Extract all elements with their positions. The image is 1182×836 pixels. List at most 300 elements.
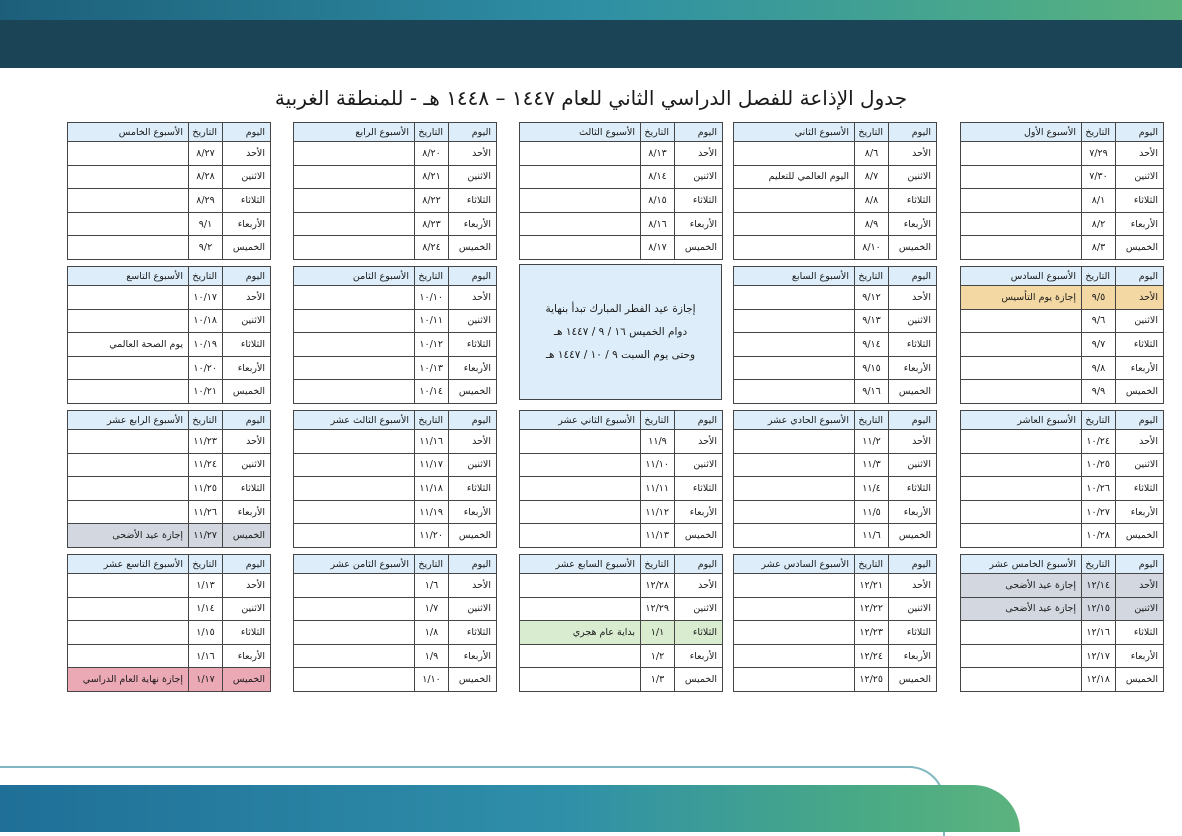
date-cell: ١٠/٢٤	[1082, 430, 1116, 454]
week-table-header	[961, 555, 1164, 574]
day-cell: الخميس	[889, 524, 937, 548]
table-row	[294, 668, 497, 692]
week-table-header	[68, 267, 271, 286]
note-cell	[734, 430, 855, 454]
note-cell	[294, 236, 415, 260]
table-row	[68, 309, 271, 333]
week-name: الأسبوع الرابع عشر	[68, 411, 189, 430]
week-table-header	[734, 267, 937, 286]
table-row	[520, 597, 723, 621]
week-name: الأسبوع الحادي عشر	[734, 411, 855, 430]
note-cell	[294, 309, 415, 333]
header-row	[294, 123, 497, 142]
note-cell	[961, 165, 1082, 189]
table-row	[294, 309, 497, 333]
date-cell: ١١/٦	[855, 524, 889, 548]
note-cell	[961, 668, 1082, 692]
week-name: الأسبوع السابع	[734, 267, 855, 286]
date-cell: ٩/٩	[1082, 380, 1116, 404]
day-cell: الأحد	[1116, 286, 1164, 310]
week-table-body	[294, 574, 497, 692]
day-cell: الخميس	[223, 668, 271, 692]
date-cell: ١٠/١٧	[189, 286, 223, 310]
note-cell	[961, 189, 1082, 213]
day-cell: الأربعاء	[1116, 500, 1164, 524]
day-cell: الأحد	[223, 574, 271, 598]
week-table-header	[68, 123, 271, 142]
week-table-body	[68, 142, 271, 260]
date-cell: ٨/١٣	[641, 142, 675, 166]
date-cell: ١/١	[641, 621, 675, 645]
table-row	[520, 430, 723, 454]
day-cell: الأحد	[1116, 142, 1164, 166]
day-cell: الاثنين	[223, 309, 271, 333]
date-column-header: التاريخ	[1082, 267, 1116, 286]
week-name: الأسبوع الثالث	[520, 123, 641, 142]
table-row	[294, 236, 497, 260]
note-cell	[68, 430, 189, 454]
note-cell	[68, 142, 189, 166]
notice-line-3: وحتى يوم السبت ٩ / ١٠ / ١٤٤٧ هـ	[545, 348, 696, 361]
note-cell	[68, 356, 189, 380]
week-table	[733, 554, 937, 692]
day-cell: الأحد	[449, 574, 497, 598]
day-column-header: اليوم	[889, 555, 937, 574]
date-cell: ٩/٧	[1082, 333, 1116, 357]
date-column-header: التاريخ	[641, 411, 675, 430]
header-row	[520, 123, 723, 142]
table-row	[68, 236, 271, 260]
date-cell: ١١/١٦	[415, 430, 449, 454]
note-cell	[961, 356, 1082, 380]
table-row	[734, 644, 937, 668]
table-row	[294, 286, 497, 310]
week-name: الأسبوع السادس عشر	[734, 555, 855, 574]
day-cell: الخميس	[449, 380, 497, 404]
note-cell	[520, 430, 641, 454]
day-cell: الثلاثاء	[675, 477, 723, 501]
date-cell: ١٢/٢٢	[855, 597, 889, 621]
note-cell	[961, 500, 1082, 524]
date-cell: ١٢/٢٣	[855, 621, 889, 645]
day-cell: الخميس	[1116, 668, 1164, 692]
week-name: الأسبوع العاشر	[961, 411, 1082, 430]
table-row	[961, 668, 1164, 692]
day-cell: الخميس	[675, 524, 723, 548]
note-cell	[294, 189, 415, 213]
week-table	[519, 122, 723, 260]
note-cell	[734, 236, 855, 260]
day-cell: الخميس	[889, 668, 937, 692]
header-row	[734, 555, 937, 574]
note-cell	[520, 668, 641, 692]
date-cell: ١١/١٧	[415, 453, 449, 477]
day-cell: الثلاثاء	[223, 333, 271, 357]
table-row	[734, 621, 937, 645]
table-row	[734, 236, 937, 260]
day-cell: الخميس	[449, 524, 497, 548]
day-cell: الأحد	[889, 286, 937, 310]
table-row	[68, 574, 271, 598]
note-cell	[961, 477, 1082, 501]
note-cell	[294, 212, 415, 236]
note-cell	[68, 453, 189, 477]
date-column-header: التاريخ	[1082, 555, 1116, 574]
header-band	[0, 20, 1182, 68]
date-column-header: التاريخ	[189, 411, 223, 430]
table-row	[734, 189, 937, 213]
day-cell: الخميس	[223, 380, 271, 404]
day-cell: الثلاثاء	[1116, 621, 1164, 645]
date-cell: ٨/٢	[1082, 212, 1116, 236]
date-cell: ١١/١٣	[641, 524, 675, 548]
header-row	[734, 411, 937, 430]
day-cell: الاثنين	[449, 309, 497, 333]
day-cell: الثلاثاء	[449, 333, 497, 357]
day-cell: الأحد	[675, 574, 723, 598]
note-cell	[734, 453, 855, 477]
date-cell: ٨/١٥	[641, 189, 675, 213]
table-row	[961, 165, 1164, 189]
day-cell: الثلاثاء	[1116, 477, 1164, 501]
note-cell	[68, 236, 189, 260]
date-cell: ١١/٥	[855, 500, 889, 524]
note-cell	[294, 597, 415, 621]
day-cell: الأربعاء	[1116, 212, 1164, 236]
week-table-header	[294, 123, 497, 142]
day-cell: الأربعاء	[223, 212, 271, 236]
day-cell: الأربعاء	[223, 644, 271, 668]
date-cell: ١٠/١٨	[189, 309, 223, 333]
day-cell: الأربعاء	[889, 500, 937, 524]
day-cell: الخميس	[449, 668, 497, 692]
table-row	[734, 668, 937, 692]
week-name: الأسبوع التاسع	[68, 267, 189, 286]
day-cell: الثلاثاء	[449, 621, 497, 645]
date-cell: ٩/٨	[1082, 356, 1116, 380]
date-cell: ٨/١٠	[855, 236, 889, 260]
date-cell: ١٠/١٢	[415, 333, 449, 357]
footer-band	[0, 785, 1020, 832]
note-cell	[734, 356, 855, 380]
note-cell	[734, 500, 855, 524]
note-cell	[734, 212, 855, 236]
table-row	[294, 356, 497, 380]
date-cell: ٨/٢٩	[189, 189, 223, 213]
header-row	[961, 411, 1164, 430]
date-cell: ٨/١٤	[641, 165, 675, 189]
note-cell	[734, 333, 855, 357]
day-cell: الاثنين	[1116, 597, 1164, 621]
day-cell: الخميس	[675, 668, 723, 692]
day-column-header: اليوم	[223, 555, 271, 574]
note-cell	[294, 477, 415, 501]
date-cell: ١٠/١٠	[415, 286, 449, 310]
table-row	[961, 597, 1164, 621]
note-cell	[734, 142, 855, 166]
day-cell: الاثنين	[449, 165, 497, 189]
date-cell: ١/٦	[415, 574, 449, 598]
day-cell: الاثنين	[675, 597, 723, 621]
week-table	[960, 266, 1164, 404]
table-row	[520, 621, 723, 645]
table-row	[734, 453, 937, 477]
day-column-header: اليوم	[675, 123, 723, 142]
date-cell: ٨/١٦	[641, 212, 675, 236]
day-cell: الثلاثاء	[889, 333, 937, 357]
note-cell	[520, 142, 641, 166]
day-column-header: اليوم	[1116, 267, 1164, 286]
date-cell: ١٠/٢٦	[1082, 477, 1116, 501]
week-table	[293, 266, 497, 404]
table-row	[520, 212, 723, 236]
day-cell: الاثنين	[1116, 165, 1164, 189]
note-cell	[68, 286, 189, 310]
table-row	[294, 597, 497, 621]
date-cell: ١٠/٢٠	[189, 356, 223, 380]
date-cell: ١/٣	[641, 668, 675, 692]
week-table	[960, 410, 1164, 548]
date-cell: ٩/٥	[1082, 286, 1116, 310]
table-row	[961, 574, 1164, 598]
date-column-header: التاريخ	[189, 555, 223, 574]
week-table-header	[294, 555, 497, 574]
date-cell: ١١/٢٤	[189, 453, 223, 477]
day-cell: الاثنين	[889, 309, 937, 333]
note-cell	[734, 574, 855, 598]
week-table	[67, 554, 271, 692]
table-row	[961, 380, 1164, 404]
note-cell: بداية عام هجري	[520, 621, 641, 645]
date-cell: ٨/٢٣	[415, 212, 449, 236]
day-cell: الأحد	[223, 430, 271, 454]
date-cell: ١١/١٢	[641, 500, 675, 524]
date-column-header: التاريخ	[415, 411, 449, 430]
date-cell: ١٠/٢١	[189, 380, 223, 404]
week-table-body	[294, 286, 497, 404]
note-cell	[68, 644, 189, 668]
table-row	[294, 430, 497, 454]
page-title: جدول الإذاعة للفصل الدراسي الثاني للعام ١٤٤٧ – ١٤٤٨ هـ - للمنطقة الغربية	[274, 86, 908, 110]
note-cell	[961, 142, 1082, 166]
note-cell	[294, 668, 415, 692]
table-row	[961, 309, 1164, 333]
table-row	[961, 430, 1164, 454]
week-name: الأسبوع الأول	[961, 123, 1082, 142]
table-row	[294, 524, 497, 548]
table-row	[520, 574, 723, 598]
table-row	[734, 524, 937, 548]
week-table	[67, 122, 271, 260]
day-cell: الخميس	[223, 524, 271, 548]
table-row	[68, 524, 271, 548]
header-row	[961, 267, 1164, 286]
week-table	[960, 122, 1164, 260]
table-row	[68, 356, 271, 380]
date-cell: ١٢/٢١	[855, 574, 889, 598]
date-cell: ٨/٧	[855, 165, 889, 189]
note-cell	[961, 644, 1082, 668]
date-cell: ١/٨	[415, 621, 449, 645]
note-cell	[961, 212, 1082, 236]
week-table-body	[68, 286, 271, 404]
week-table-body	[734, 142, 937, 260]
table-row	[294, 644, 497, 668]
header-row	[294, 411, 497, 430]
table-row	[734, 597, 937, 621]
week-table-body	[734, 574, 937, 692]
note-cell	[68, 380, 189, 404]
day-cell: الأحد	[1116, 430, 1164, 454]
day-cell: الثلاثاء	[889, 189, 937, 213]
date-cell: ٨/٢١	[415, 165, 449, 189]
note-cell	[734, 189, 855, 213]
week-table-header	[734, 411, 937, 430]
notice-line-1: إجازة عيد الفطر المبارك تبدأ بنهاية	[545, 302, 696, 315]
note-cell: إجازة عيد الأضحى	[961, 597, 1082, 621]
week-table-body	[961, 286, 1164, 404]
table-row	[68, 430, 271, 454]
date-cell: ٩/٢	[189, 236, 223, 260]
week-table-header	[520, 123, 723, 142]
day-cell: الأحد	[449, 286, 497, 310]
table-row	[734, 165, 937, 189]
date-column-header: التاريخ	[1082, 411, 1116, 430]
day-column-header: اليوم	[1116, 123, 1164, 142]
note-cell	[961, 524, 1082, 548]
table-row	[294, 621, 497, 645]
table-row	[68, 165, 271, 189]
date-cell: ١١/١٩	[415, 500, 449, 524]
date-cell: ١١/١١	[641, 477, 675, 501]
date-cell: ٨/٢٨	[189, 165, 223, 189]
note-cell	[294, 380, 415, 404]
table-row	[734, 212, 937, 236]
week-table-body	[520, 574, 723, 692]
date-cell: ١/١٧	[189, 668, 223, 692]
date-cell: ١٠/١٤	[415, 380, 449, 404]
note-cell	[68, 597, 189, 621]
date-cell: ١٠/١٩	[189, 333, 223, 357]
week-table-header	[520, 555, 723, 574]
note-cell	[68, 477, 189, 501]
day-cell: الاثنين	[889, 597, 937, 621]
table-row	[961, 644, 1164, 668]
table-row	[961, 142, 1164, 166]
table-row	[294, 453, 497, 477]
day-cell: الأربعاء	[1116, 644, 1164, 668]
day-cell: الخميس	[889, 236, 937, 260]
header-row	[68, 411, 271, 430]
week-table-body	[68, 430, 271, 548]
table-row	[68, 189, 271, 213]
day-cell: الخميس	[1116, 524, 1164, 548]
top-gradient-stripe	[0, 0, 1182, 20]
note-cell	[961, 380, 1082, 404]
week-table-header	[294, 411, 497, 430]
week-table	[733, 122, 937, 260]
table-row	[734, 286, 937, 310]
day-cell: الأحد	[1116, 574, 1164, 598]
note-cell	[68, 309, 189, 333]
header-row	[68, 555, 271, 574]
day-cell: الأحد	[675, 430, 723, 454]
table-row	[520, 142, 723, 166]
day-cell: الثلاثاء	[675, 621, 723, 645]
date-cell: ١١/٢٥	[189, 477, 223, 501]
day-column-header: اليوم	[675, 411, 723, 430]
table-row	[734, 333, 937, 357]
day-cell: الأحد	[889, 574, 937, 598]
day-cell: الأحد	[889, 430, 937, 454]
note-cell	[294, 500, 415, 524]
date-cell: ١/٧	[415, 597, 449, 621]
week-name: الأسبوع الثاني	[734, 123, 855, 142]
note-cell	[294, 524, 415, 548]
day-column-header: اليوم	[223, 123, 271, 142]
date-cell: ١/١٦	[189, 644, 223, 668]
day-cell: الخميس	[889, 380, 937, 404]
date-cell: ٩/١٥	[855, 356, 889, 380]
week-table-header	[961, 123, 1164, 142]
day-cell: الثلاثاء	[223, 477, 271, 501]
week-name: الأسبوع الثامن	[294, 267, 415, 286]
date-column-header: التاريخ	[189, 267, 223, 286]
week-table-body	[961, 142, 1164, 260]
table-row	[734, 309, 937, 333]
table-row	[520, 668, 723, 692]
day-cell: الأربعاء	[889, 212, 937, 236]
table-row	[68, 286, 271, 310]
date-cell: ١٢/١٨	[1082, 668, 1116, 692]
date-cell: ١٢/٢٨	[641, 574, 675, 598]
week-table-header	[68, 411, 271, 430]
date-cell: ٩/١٢	[855, 286, 889, 310]
week-table-body	[961, 574, 1164, 692]
note-cell	[520, 644, 641, 668]
day-cell: الثلاثاء	[889, 477, 937, 501]
date-cell: ٩/١	[189, 212, 223, 236]
week-table	[293, 410, 497, 548]
table-row	[961, 236, 1164, 260]
note-cell	[961, 430, 1082, 454]
header-row	[734, 123, 937, 142]
week-table-body	[294, 430, 497, 548]
table-row	[520, 477, 723, 501]
table-row	[294, 574, 497, 598]
day-cell: الأربعاء	[675, 212, 723, 236]
note-cell	[734, 621, 855, 645]
day-cell: الأحد	[889, 142, 937, 166]
week-name: الأسبوع الخامس عشر	[961, 555, 1082, 574]
day-column-header: اليوم	[223, 267, 271, 286]
date-cell: ١١/٣	[855, 453, 889, 477]
note-cell	[68, 621, 189, 645]
header-row	[734, 267, 937, 286]
day-column-header: اليوم	[889, 411, 937, 430]
note-cell: إجازة عيد الأضحى	[961, 574, 1082, 598]
date-column-header: التاريخ	[855, 267, 889, 286]
note-cell	[520, 524, 641, 548]
week-table-header	[734, 123, 937, 142]
note-cell	[734, 380, 855, 404]
table-row	[68, 453, 271, 477]
day-column-header: اليوم	[449, 267, 497, 286]
date-cell: ٩/١٦	[855, 380, 889, 404]
day-cell: الأحد	[449, 142, 497, 166]
day-cell: الثلاثاء	[449, 189, 497, 213]
note-cell	[520, 189, 641, 213]
